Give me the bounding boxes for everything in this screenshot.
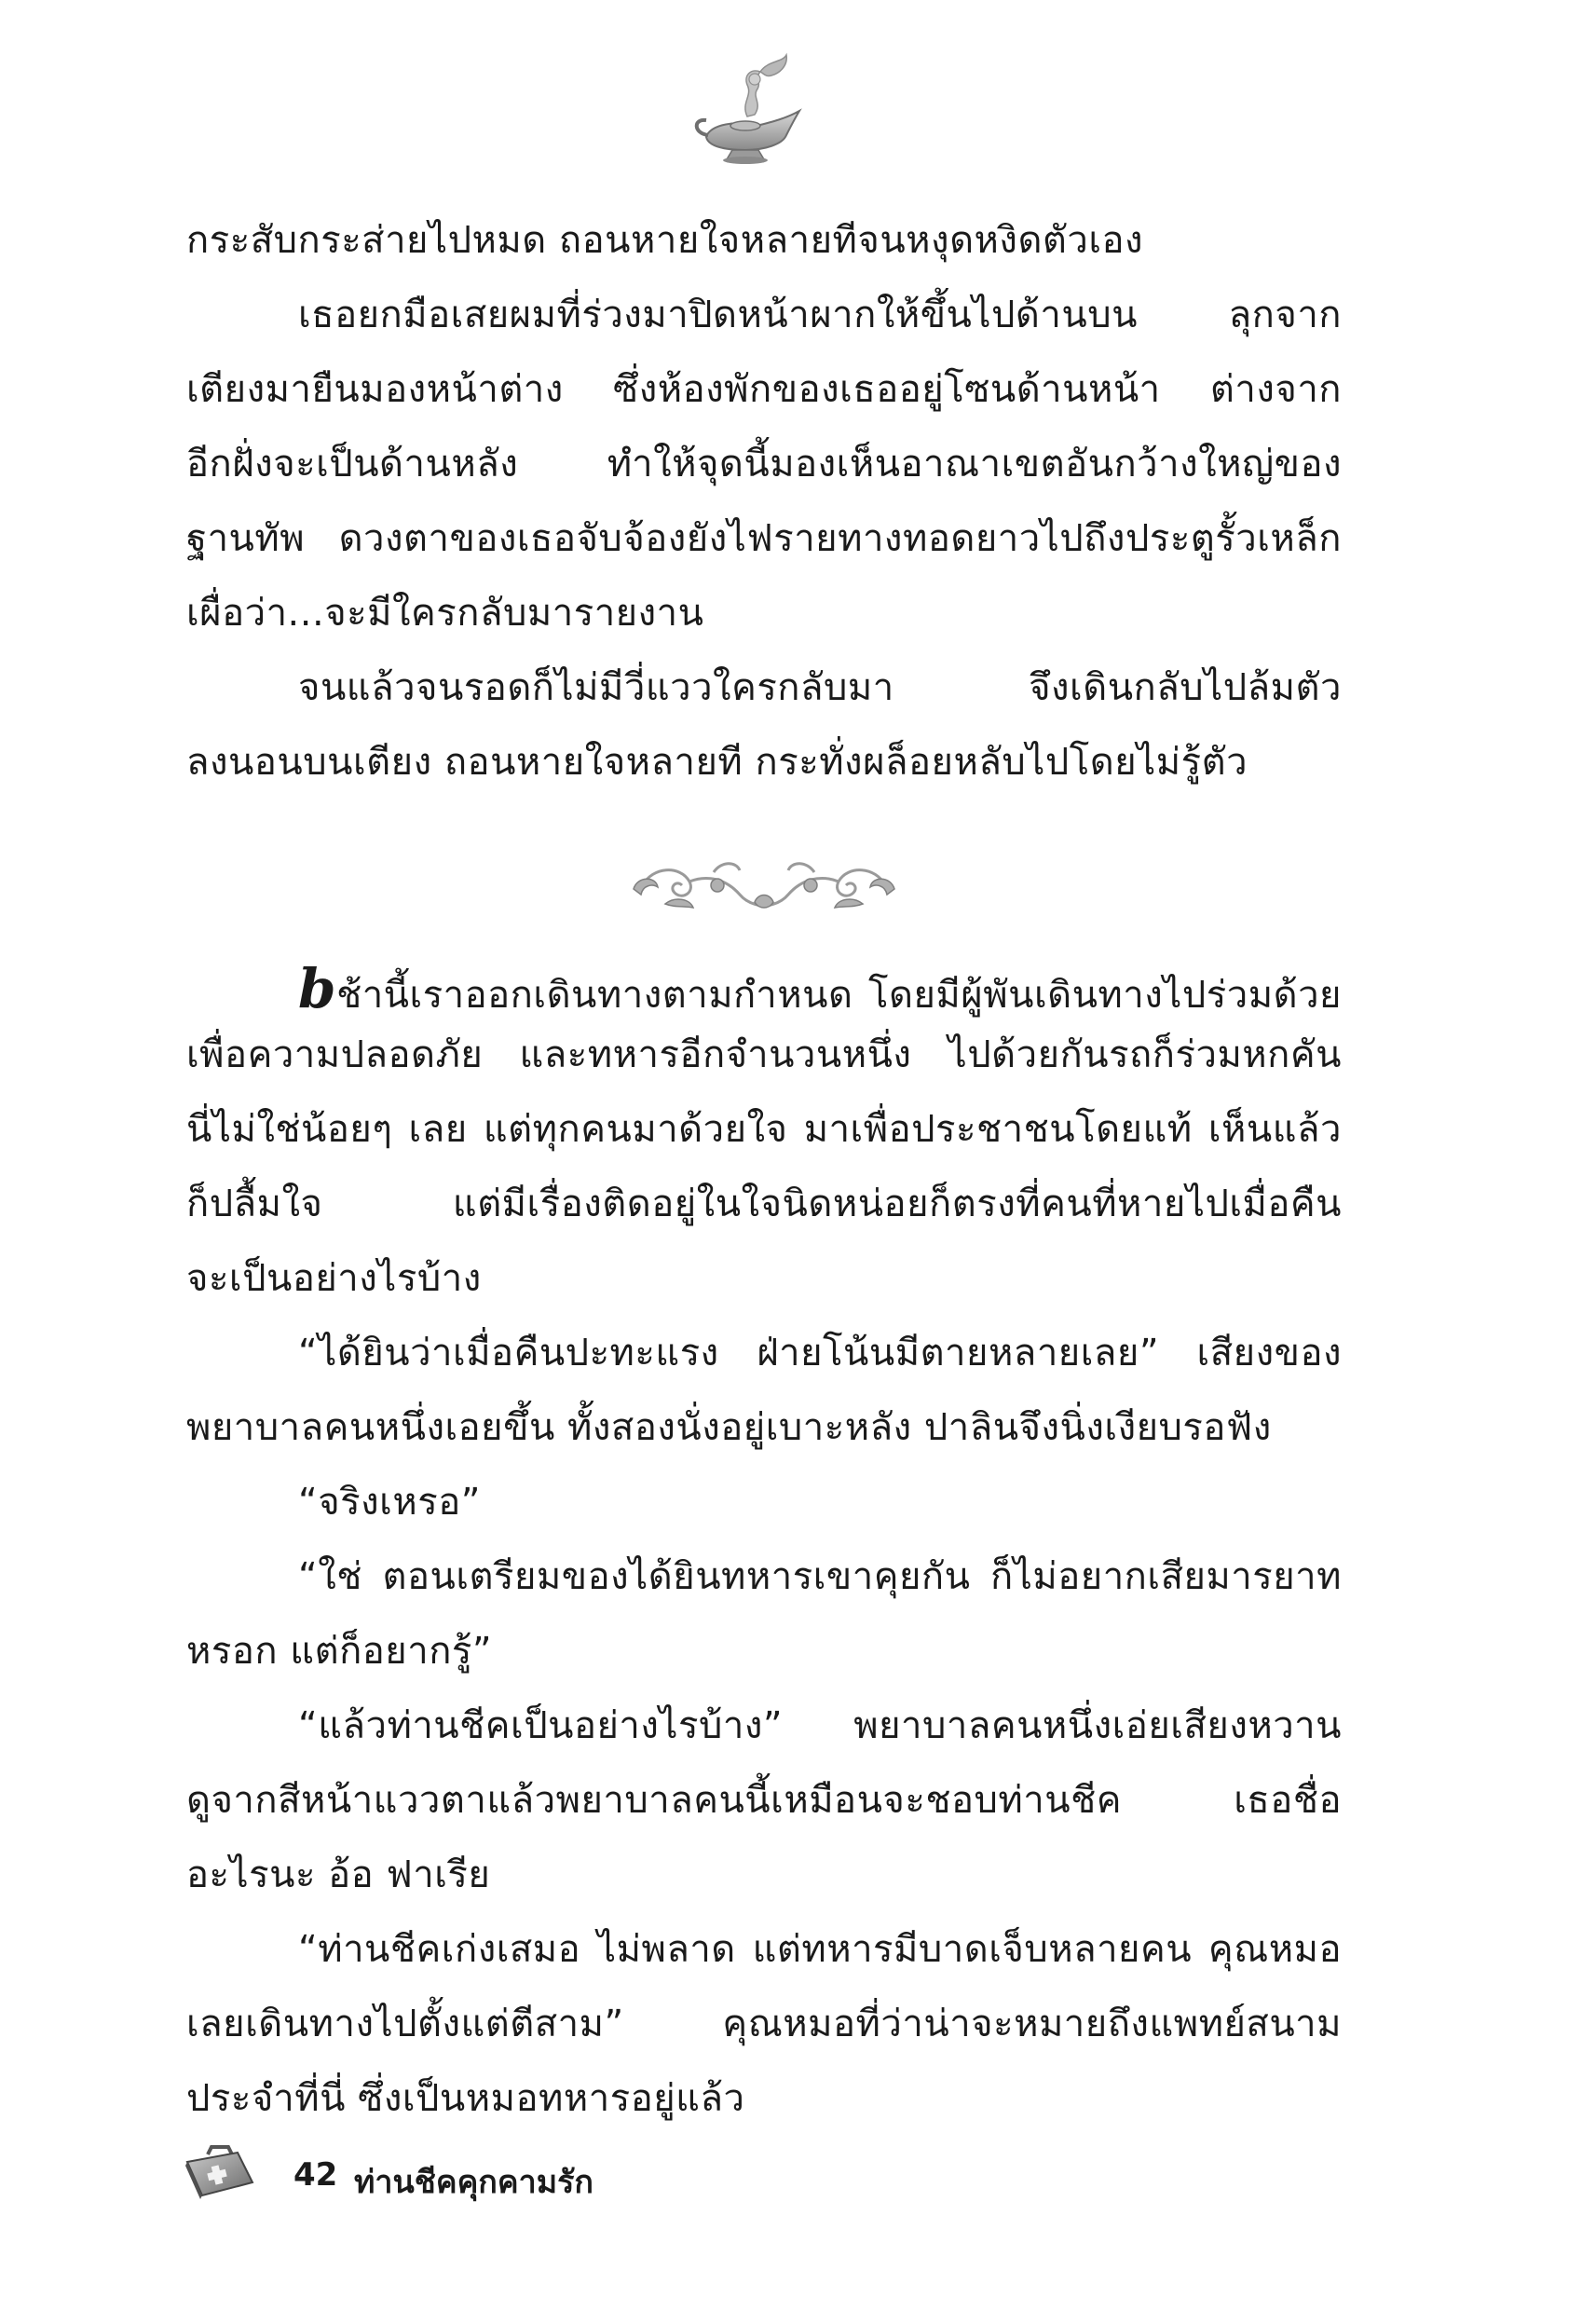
text-line: “ได้ยินว่าเมื่อคืนปะทะแรง ฝ่ายโน้นมีตายหลายเลย” เสียงของ: [298, 1332, 1342, 1374]
medical-bag-icon: [182, 2141, 256, 2203]
text-line: “ใช่ ตอนเตรียมของได้ยินทหารเขาคุยกัน ก็ไม่อยากเสียมารยาท: [298, 1555, 1342, 1598]
text-line: ก็ปลื้มใจ แต่มีเรื่องติดอยู่ในใจนิดหน่อยก็ตรงที่คนที่หายไปเมื่อคืน: [186, 1183, 1342, 1225]
text-line: อีกฝั่งจะเป็นด้านหลัง ทำให้จุดนี้มองเห็นอาณาเขตอันกว้างใหญ่ของ: [186, 443, 1342, 485]
text-block-1: [186, 219, 1342, 818]
text-line: ดูจากสีหน้าแววตาแล้วพยาบาลคนนี้เหมือนจะชอบท่านชีค เธอชื่อ: [186, 1779, 1342, 1822]
text-line: จนแล้วจนรอดก็ไม่มีวี่แววใครกลับมา จึงเดินกลับไปล้มตัว: [298, 666, 1342, 709]
paragraph-first-line: [186, 957, 1342, 1036]
text-line: “จริงเหรอ”: [298, 1481, 481, 1524]
text-line: “แล้วท่านชีคเป็นอย่างไรบ้าง” พยาบาลคนหนึ่งเอ่ยเสียงหวาน: [298, 1704, 1342, 1747]
text-line: ลงนอนบนเตียง ถอนหายใจหลายที กระทั่งผล็อยหลับไปโดยไม่รู้ตัว: [186, 741, 1248, 784]
text-line: เธอยกมือเสยผมที่ร่วงมาปิดหน้าผากให้ขึ้นไปด้านบน ลุกจาก: [298, 294, 1342, 336]
text-line: หรอก แต่ก็อยากรู้”: [186, 1630, 493, 1673]
magic-lamp-icon: [689, 51, 820, 172]
text-line: เผื่อว่า...จะมีใครกลับมารายงาน: [186, 592, 704, 635]
text-line: จะเป็นอย่างไรบ้าง: [186, 1257, 482, 1300]
text-line: อะไรนะ อ้อ ฟาเรีย: [186, 1853, 491, 1896]
text-line: เตียงมายืนมองหน้าต่าง ซึ่งห้องพักของเธออยู่โซนด้านหน้า ต่างจาก: [186, 368, 1342, 411]
text-line: “ท่านชีคเก่งเสมอ ไม่พลาด แต่ทหารมีบาดเจ็บหลายคน คุณหมอ: [298, 1928, 1342, 1971]
text-block-2: [186, 957, 1342, 2154]
text-line: กระสับกระส่ายไปหมด ถอนหายใจหลายทีจนหงุดหงิดตัวเอง: [186, 219, 1144, 262]
book-title: ท่านชีคคุกคามรัก: [354, 2164, 593, 2201]
text-line: เลยเดินทางไปตั้งแต่ตีสาม” คุณหมอที่ว่าน่าจะหมายถึงแพทย์สนาม: [186, 2003, 1342, 2045]
text-line: เพื่อความปลอดภัย และทหารอีกจำนวนหนึ่ง ไปด้วยกันรถก็ร่วมหกคัน: [186, 1033, 1342, 1076]
page-footer: [182, 2141, 927, 2207]
text-line: พยาบาลคนหนึ่งเอยขึ้น ทั้งสองนั่งอยู่เบาะหลัง ปาลินจึงนิ่งเงียบรอฟัง: [186, 1406, 1272, 1449]
text-line: ฐานทัพ ดวงตาของเธอจับจ้องยังไฟรายทางทอดยาวไปถึงประตูรั้วเหล็ก: [186, 517, 1342, 560]
page-number: 42: [293, 2156, 338, 2194]
text-line: นี่ไม่ใช่น้อยๆ เลย แต่ทุกคนมาด้วยใจ มาเพื่อประชาชนโดยแท้ เห็นแล้ว: [186, 1108, 1342, 1151]
drop-cap: b: [298, 957, 337, 1020]
scroll-ornament-divider: [624, 848, 904, 923]
text-line: ประจำที่นี่ ซึ่งเป็นหมอทหารอยู่แล้ว: [186, 2077, 745, 2120]
first-line-text: ช้านี้เราออกเดินทางตามกำหนด โดยมีผู้พันเดินทางไปร่วมด้วย: [336, 974, 1342, 1017]
